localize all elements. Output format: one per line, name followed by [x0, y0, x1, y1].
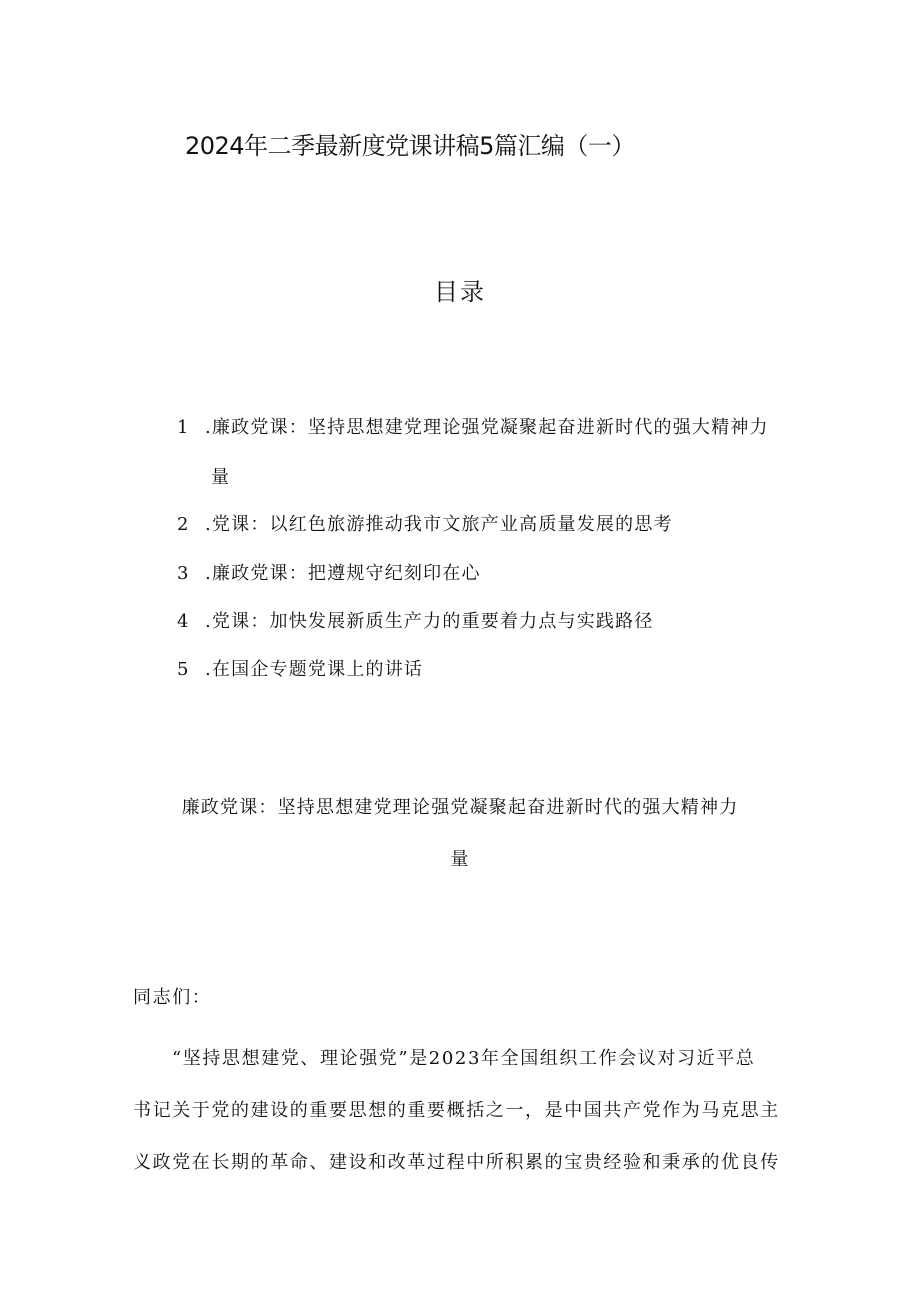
section-title: 廉政党课：坚持思想建党理论强党凝聚起奋进新时代的强大精神力 — [181, 797, 739, 818]
toc-item-label: .党课：以红色旅游推动我市文旅产业高质量发展的思考 — [205, 514, 673, 535]
toc-item-label: .廉政党课：把遵规守纪刻印在心 — [205, 563, 481, 584]
paragraph-line: “坚持思想建党、理论强党”是2023年全国组织工作会议对习近平总 — [172, 1048, 756, 1069]
toc-item-number: 3 — [177, 563, 190, 584]
toc-item-number: 1 — [177, 417, 190, 438]
toc-item-4[interactable] — [177, 607, 654, 633]
toc-item-number: 4 — [177, 611, 190, 632]
toc-item-5[interactable] — [177, 655, 423, 681]
toc-item-label: .廉政党课：坚持思想建党理论强党凝聚起奋进新时代的强大精神力 — [205, 417, 769, 438]
greeting: 同志们： — [133, 987, 212, 1008]
toc-item-1[interactable] — [177, 413, 769, 439]
paragraph-line: 义政党在长期的革命、建设和改革过程中所积累的宝贵经验和秉承的优良传 — [133, 1152, 780, 1173]
toc-item-2[interactable] — [177, 510, 673, 536]
section-title-continuation: 量 — [450, 849, 470, 870]
paragraph-line: 书记关于党的建设的重要思想的重要概括之一，是中国共产党作为马克思主 — [133, 1100, 780, 1121]
toc-item-number: 2 — [177, 514, 190, 535]
toc-item-3[interactable] — [177, 559, 481, 585]
document-title: 2024年二季最新度党课讲稿5篇汇编（一） — [185, 132, 635, 160]
toc-heading: 目录 — [434, 278, 486, 306]
toc-item-number: 5 — [177, 659, 190, 680]
toc-item-1-continuation: 量 — [211, 467, 229, 488]
toc-item-label: .在国企专题党课上的讲话 — [205, 659, 424, 680]
toc-item-label: .党课：加快发展新质生产力的重要着力点与实践路径 — [205, 611, 654, 632]
